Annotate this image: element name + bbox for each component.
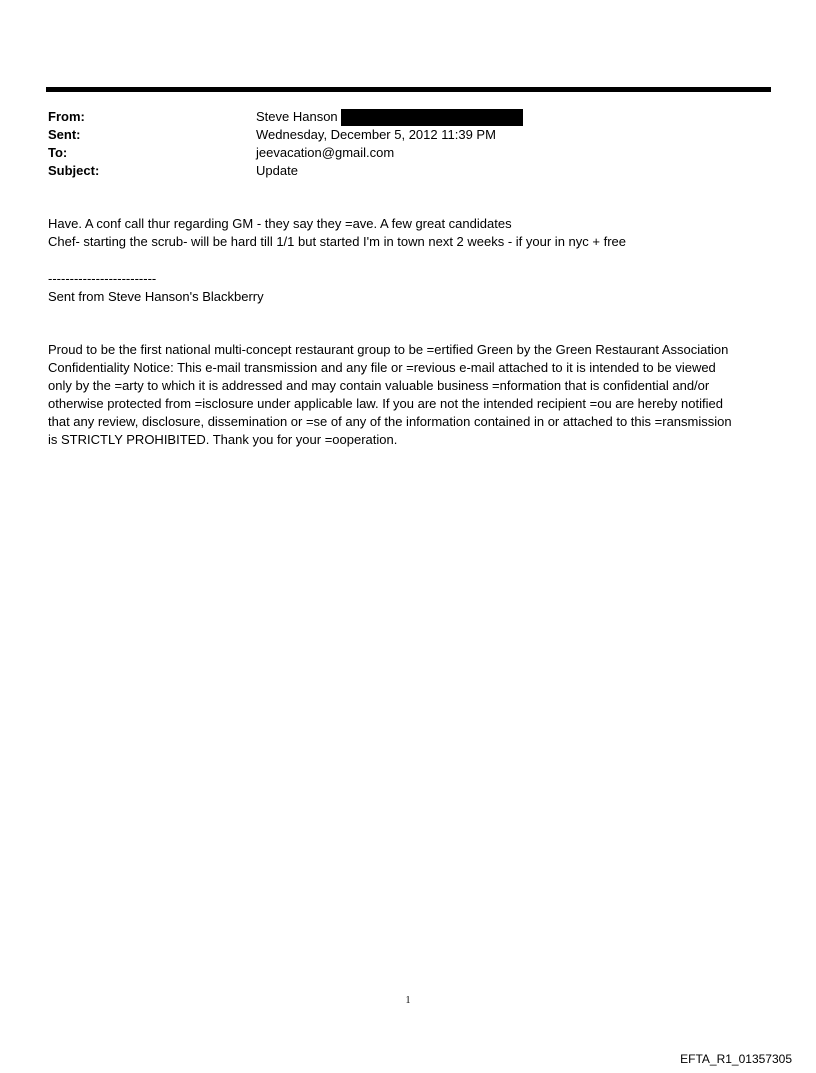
to-label: To: bbox=[48, 145, 68, 160]
signature-text: Sent from Steve Hanson's Blackberry bbox=[48, 289, 264, 304]
disclaimer-line: Proud to be the first national multi-concept restaurant group to be =ertified Green by the Green Restaurant Association bbox=[48, 342, 729, 357]
message-line: Chef- starting the scrub- will be hard till 1/1 but started I'm in town next 2 weeks - if your in nyc + free bbox=[48, 234, 626, 249]
sent-value: Wednesday, December 5, 2012 11:39 PM bbox=[256, 127, 496, 142]
disclaimer-line: Confidentiality Notice: This e-mail transmission and any file or =revious e-mail attached to it is intended to be viewed bbox=[48, 360, 716, 375]
subject-label: Subject: bbox=[48, 163, 100, 178]
from-value bbox=[256, 108, 523, 126]
disclaimer-line: only by the =arty to which it is addressed and may contain valuable business =nformation that is confidential and/or bbox=[48, 378, 710, 393]
message-line: Have. A conf call thur regarding GM - they say they =ave. A few great candidates bbox=[48, 216, 512, 231]
bates-number: EFTA_R1_01357305 bbox=[680, 1052, 792, 1066]
to-value: jeevacation@gmail.com bbox=[256, 145, 395, 160]
disclaimer-line: is STRICTLY PROHIBITED. Thank you for your =ooperation. bbox=[48, 432, 398, 447]
subject-value: Update bbox=[256, 163, 298, 178]
page-number: 1 bbox=[405, 995, 411, 1006]
from-name: Steve Hanson bbox=[256, 109, 338, 124]
redaction-box bbox=[341, 109, 523, 126]
from-row bbox=[48, 108, 523, 126]
email-header bbox=[48, 108, 523, 180]
disclaimer-line: otherwise protected from =isclosure under applicable law. If you are not the intended recipient =ou are hereby notified bbox=[48, 396, 723, 411]
header-rule bbox=[46, 87, 771, 92]
to-row bbox=[48, 144, 523, 162]
message-body bbox=[48, 215, 778, 251]
from-label: From: bbox=[48, 109, 85, 124]
disclaimer bbox=[48, 341, 778, 449]
signature-block bbox=[48, 270, 778, 306]
sent-label: Sent: bbox=[48, 127, 81, 142]
subject-row bbox=[48, 162, 523, 180]
sent-row bbox=[48, 126, 523, 144]
disclaimer-line: that any review, disclosure, dissemination or =se of any of the information contained in or attached to this =ransmission bbox=[48, 414, 732, 429]
signature-separator: ------------------------- bbox=[48, 271, 157, 286]
